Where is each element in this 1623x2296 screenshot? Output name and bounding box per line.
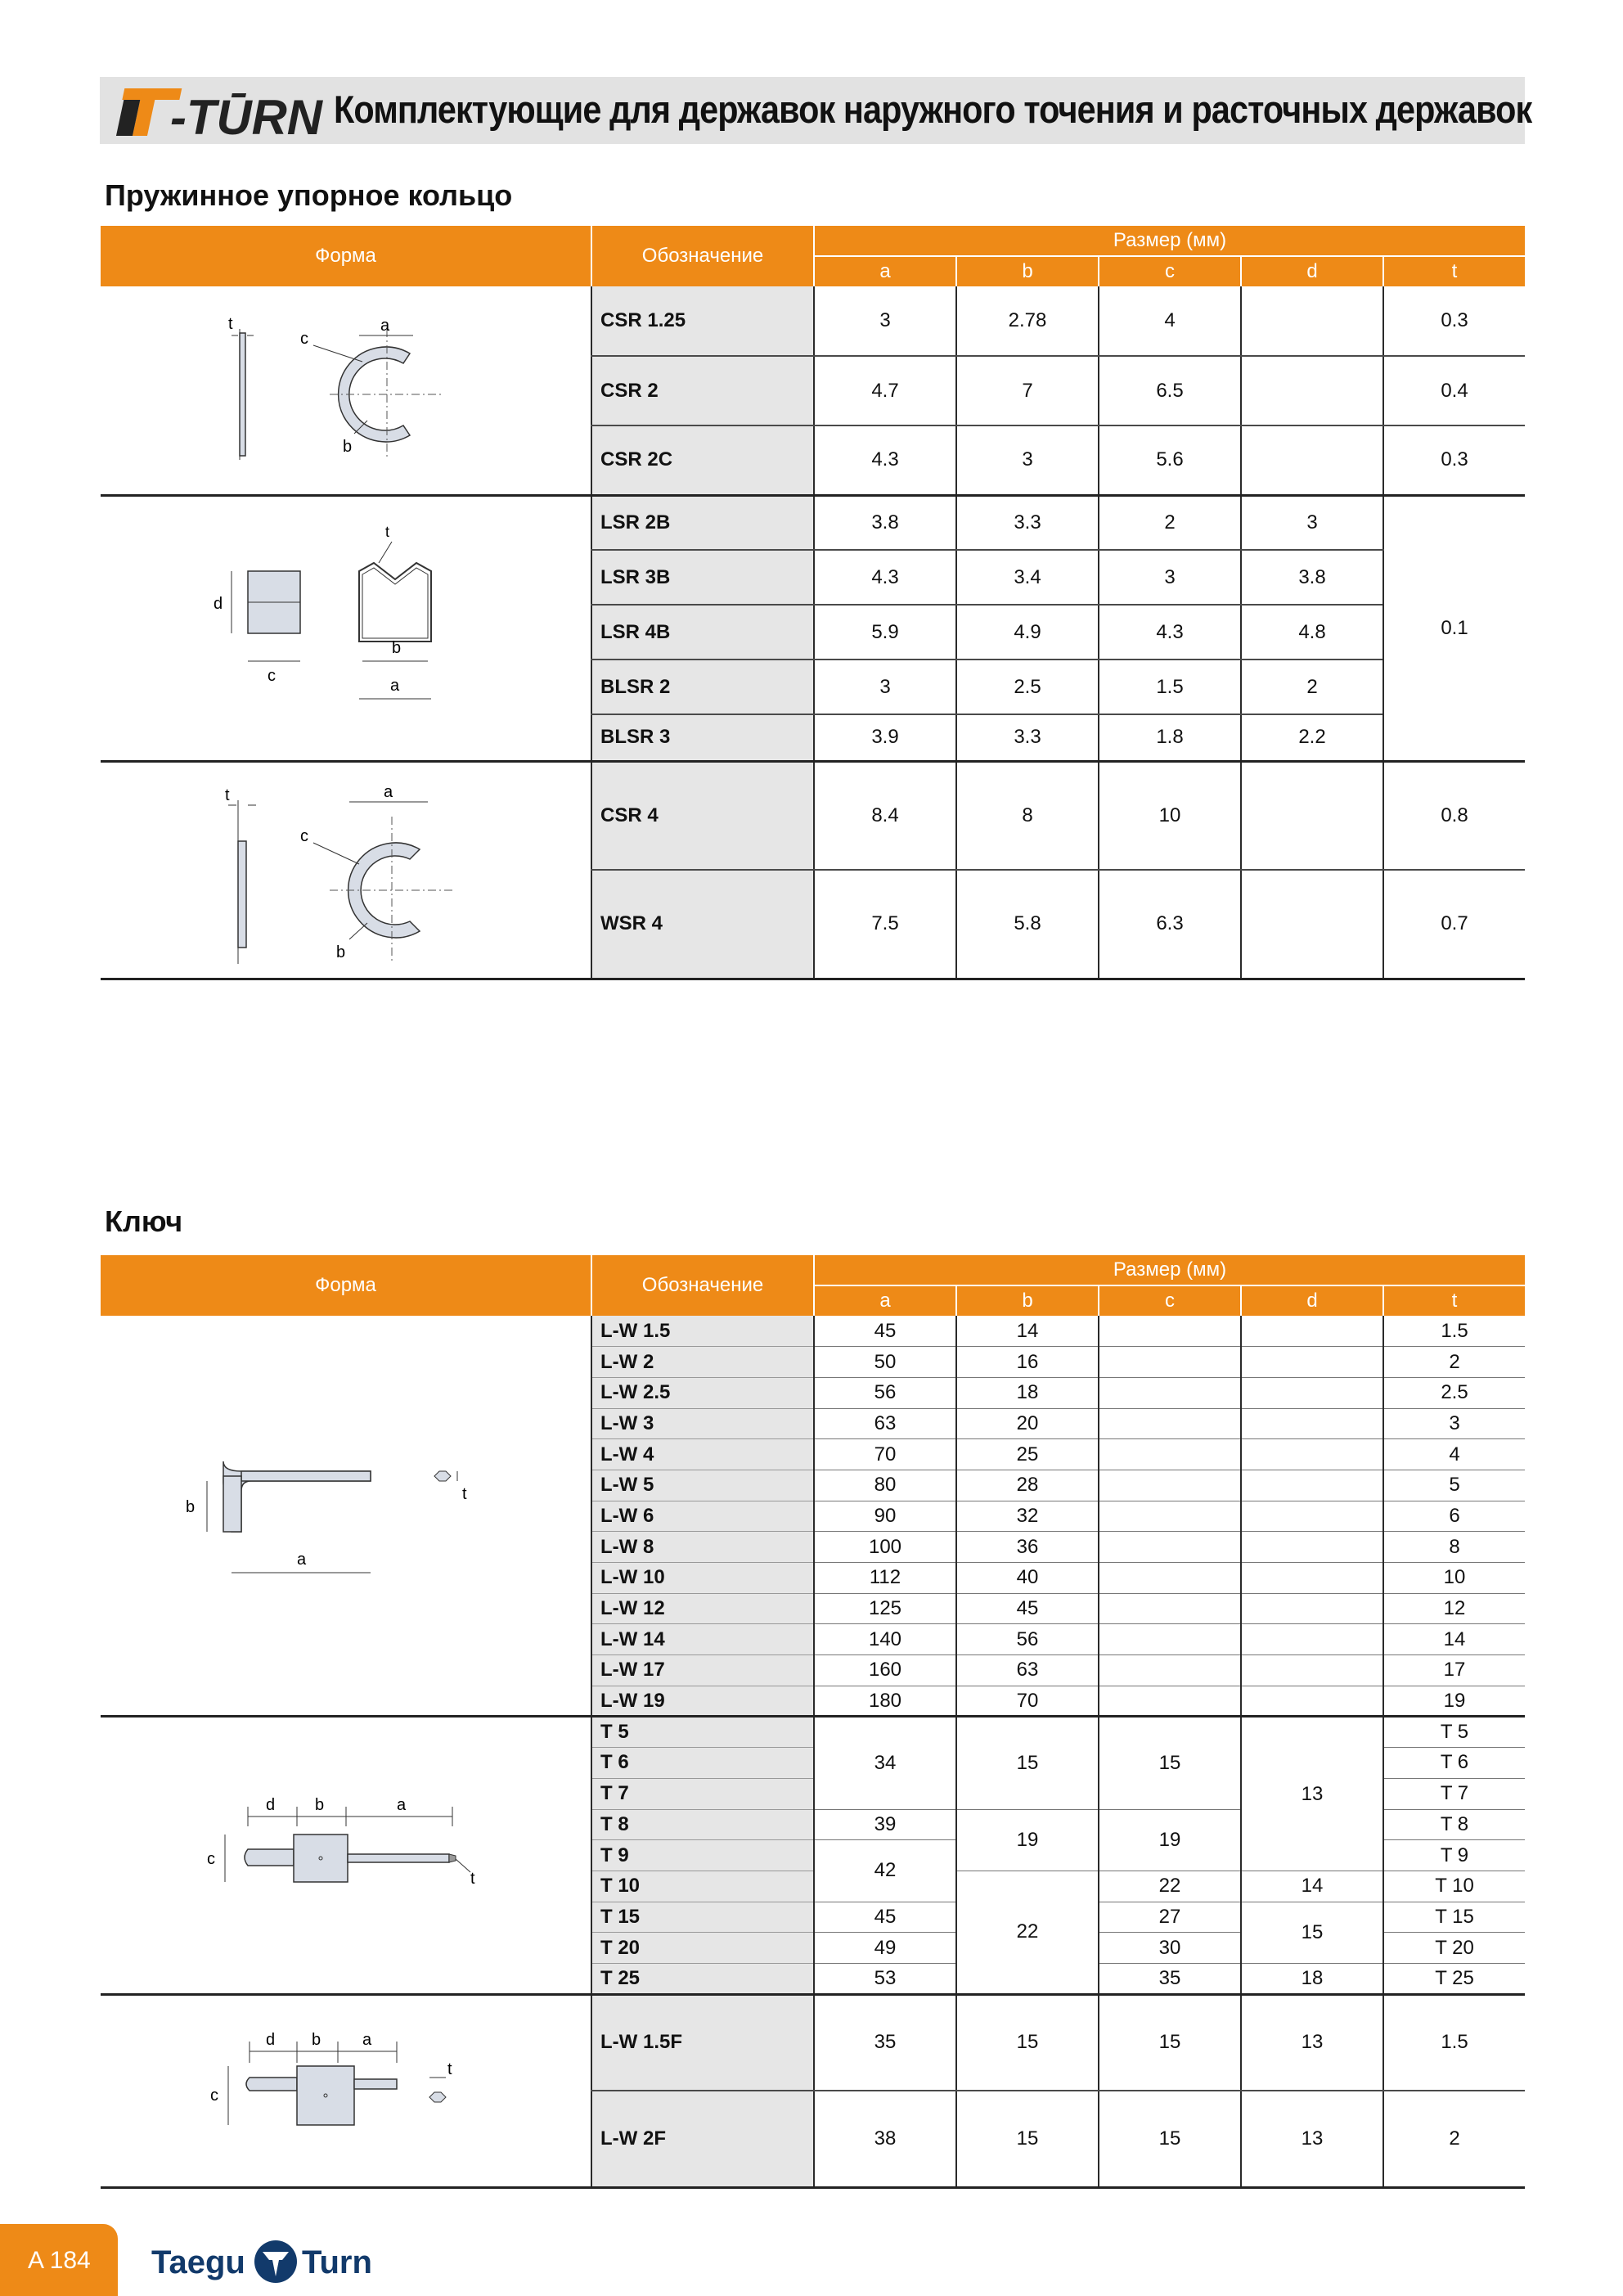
table-row: d b a c t T 5 34 15 15 13 T 5	[101, 1717, 1525, 1748]
svg-text:b: b	[335, 943, 345, 961]
svg-text:a: a	[380, 316, 389, 335]
table-row: d b a c t L-W 1.5F 35 15 15 13 1.5	[101, 1994, 1525, 2091]
table-row: WSR 4 7.5 5.8 6.3 0.7	[101, 870, 1525, 979]
product-code: T 5	[591, 1717, 814, 1748]
product-code: L-W 3	[591, 1408, 814, 1439]
table-row: L-W 8 100 36 8	[101, 1532, 1525, 1563]
col-header-d: d	[1241, 1285, 1383, 1316]
svg-text:Turn: Turn	[302, 2244, 372, 2280]
table-row: L-W 2.5 56 18 2.5	[101, 1377, 1525, 1408]
svg-text:d: d	[213, 594, 223, 613]
svg-text:c: c	[206, 1849, 215, 1868]
product-code: WSR 4	[591, 870, 814, 979]
product-code: T 9	[591, 1840, 814, 1871]
svg-text:b: b	[311, 2031, 321, 2050]
col-header-b: b	[956, 1285, 1099, 1316]
hex-key-figure	[174, 1442, 518, 1589]
table-row: T 9 42 T 9	[101, 1840, 1525, 1871]
table-row: T 20 49 30 T 20	[101, 1933, 1525, 1964]
product-code: T 10	[591, 1871, 814, 1902]
col-header-code: Обозначение	[591, 226, 814, 286]
folding-key-figure	[174, 2009, 518, 2172]
svg-text:-TŪRN: -TŪRN	[170, 90, 324, 142]
col-header-size: Размер (мм)	[814, 226, 1525, 256]
col-header-t: t	[1383, 256, 1525, 286]
table-row: L-W 19 180 70 19	[101, 1686, 1525, 1717]
svg-text:a: a	[296, 1551, 306, 1569]
svg-text:c: c	[209, 2087, 218, 2105]
table-row: T 25 53 35 18 T 25	[101, 1963, 1525, 1994]
product-code: L-W 19	[591, 1686, 814, 1717]
product-code: L-W 2.5	[591, 1377, 814, 1408]
table-row: T 15 45 27 15 T 15	[101, 1902, 1525, 1933]
table-row: L-W 5 80 28 5	[101, 1470, 1525, 1501]
col-header-a: a	[814, 256, 956, 286]
table-row: b a t L-W 1.5 45 14 1.5	[101, 1316, 1525, 1347]
table-row: L-W 3 63 20 3	[101, 1408, 1525, 1439]
taegu-turn-logo	[151, 2232, 389, 2289]
section-title-spring-ring: Пружинное упорное кольцо	[105, 178, 513, 212]
table-row: L-W 4 70 25 4	[101, 1439, 1525, 1470]
c-ring-large-figure	[199, 768, 493, 972]
table-row: L-W 6 90 32 6	[101, 1501, 1525, 1532]
svg-text:Taegu: Taegu	[151, 2244, 245, 2280]
product-code: T 20	[591, 1933, 814, 1964]
product-code: CSR 2	[591, 356, 814, 425]
col-header-size: Размер (мм)	[814, 1255, 1525, 1285]
svg-text:c: c	[299, 329, 308, 348]
col-header-c: c	[1099, 256, 1241, 286]
product-code: T 25	[591, 1963, 814, 1994]
product-code: LSR 2B	[591, 495, 814, 550]
product-code: L-W 1.5	[591, 1316, 814, 1347]
table-row: t a c b CSR 1.25 3 2.78 4 0.3	[101, 286, 1525, 356]
col-header-t: t	[1383, 1285, 1525, 1316]
svg-text:t: t	[447, 2060, 452, 2079]
col-header-b: b	[956, 256, 1099, 286]
product-code: CSR 2C	[591, 425, 814, 495]
product-code: L-W 1.5F	[591, 1994, 814, 2091]
product-code: L-W 12	[591, 1593, 814, 1624]
svg-text:b: b	[314, 1795, 324, 1814]
section-title-key: Ключ	[105, 1204, 183, 1238]
product-code: BLSR 2	[591, 660, 814, 714]
lock-ring-drawing	[101, 495, 591, 761]
col-header-shape: Форма	[101, 226, 591, 286]
svg-text:a: a	[389, 676, 399, 695]
table-row: LSR 4B 5.9 4.9 4.3 4.8	[101, 605, 1525, 660]
table-row: t a c b CSR 4 8.4 8 10 0.8	[101, 761, 1525, 870]
product-code: L-W 14	[591, 1624, 814, 1655]
table-row: CSR 2 4.7 7 6.5 0.4	[101, 356, 1525, 425]
t-key-figure	[174, 1774, 518, 1938]
product-code: T 8	[591, 1809, 814, 1840]
c-ring-large-drawing	[101, 761, 591, 979]
spring-ring-table	[101, 226, 1525, 980]
page-title: Комплектующие для державок наружного точения и расточных державок	[334, 88, 1532, 131]
product-code: CSR 4	[591, 761, 814, 870]
product-code: L-W 2F	[591, 2091, 814, 2187]
product-code: BLSR 3	[591, 714, 814, 761]
key-table	[101, 1255, 1525, 2189]
table-row: LSR 3B 4.3 3.4 3 3.8	[101, 550, 1525, 605]
table-row: T 6 T 6	[101, 1748, 1525, 1779]
product-code: L-W 8	[591, 1532, 814, 1563]
product-code: L-W 10	[591, 1563, 814, 1594]
svg-text:a: a	[383, 783, 393, 801]
svg-text:t: t	[227, 314, 233, 333]
hex-key-drawing	[101, 1316, 591, 1717]
table-row: L-W 2F 38 15 15 13 2	[101, 2091, 1525, 2187]
table-row: L-W 12 125 45 12	[101, 1593, 1525, 1624]
table-row: L-W 2 50 16 2	[101, 1347, 1525, 1378]
col-header-a: a	[814, 1285, 956, 1316]
svg-text:t: t	[470, 1869, 475, 1888]
svg-text:a: a	[396, 1795, 406, 1814]
folding-key-drawing	[101, 1994, 591, 2187]
table-row: L-W 10 112 40 10	[101, 1563, 1525, 1594]
lock-ring-figure	[199, 506, 493, 751]
product-code: L-W 17	[591, 1655, 814, 1686]
table-row: BLSR 3 3.9 3.3 1.8 2.2	[101, 714, 1525, 761]
product-code: T 7	[591, 1778, 814, 1809]
product-code: CSR 1.25	[591, 286, 814, 356]
c-ring-drawing	[101, 286, 591, 495]
svg-text:c: c	[299, 827, 308, 845]
page-number: A 184	[28, 2247, 91, 2274]
table-row: T 10 22 22 14 T 10	[101, 1871, 1525, 1902]
product-code: L-W 5	[591, 1470, 814, 1501]
table-row: L-W 17 160 63 17	[101, 1655, 1525, 1686]
svg-text:b: b	[391, 638, 401, 657]
product-code: L-W 4	[591, 1439, 814, 1470]
svg-text:t: t	[461, 1485, 467, 1504]
svg-text:d: d	[265, 1795, 275, 1814]
col-header-d: d	[1241, 256, 1383, 286]
table-row: L-W 14 140 56 14	[101, 1624, 1525, 1655]
product-code: L-W 2	[591, 1347, 814, 1378]
svg-text:b: b	[342, 437, 352, 456]
table-row: d c t b a LSR 2B 3.8 3.3 2 3 0.1	[101, 495, 1525, 550]
col-header-c: c	[1099, 1285, 1241, 1316]
svg-text:t: t	[224, 786, 230, 804]
product-code: L-W 6	[591, 1501, 814, 1532]
table-row: BLSR 2 3 2.5 1.5 2	[101, 660, 1525, 714]
col-header-shape: Форма	[101, 1255, 591, 1316]
c-ring-figure	[199, 296, 493, 484]
t-turn-logo	[111, 82, 326, 142]
product-code: LSR 4B	[591, 605, 814, 660]
svg-text:a: a	[362, 2031, 371, 2050]
table-row: T 7 T 7	[101, 1778, 1525, 1809]
table-row: CSR 2C 4.3 3 5.6 0.3	[101, 425, 1525, 495]
svg-text:t: t	[384, 523, 389, 540]
col-header-code: Обозначение	[591, 1255, 814, 1316]
product-code: T 6	[591, 1748, 814, 1779]
table-row: T 8 39 19 19 T 8	[101, 1809, 1525, 1840]
svg-text:d: d	[265, 2031, 275, 2050]
svg-text:c: c	[267, 666, 276, 685]
svg-text:b: b	[185, 1498, 195, 1517]
product-code: LSR 3B	[591, 550, 814, 605]
product-code: T 15	[591, 1902, 814, 1933]
t-key-drawing	[101, 1717, 591, 1994]
